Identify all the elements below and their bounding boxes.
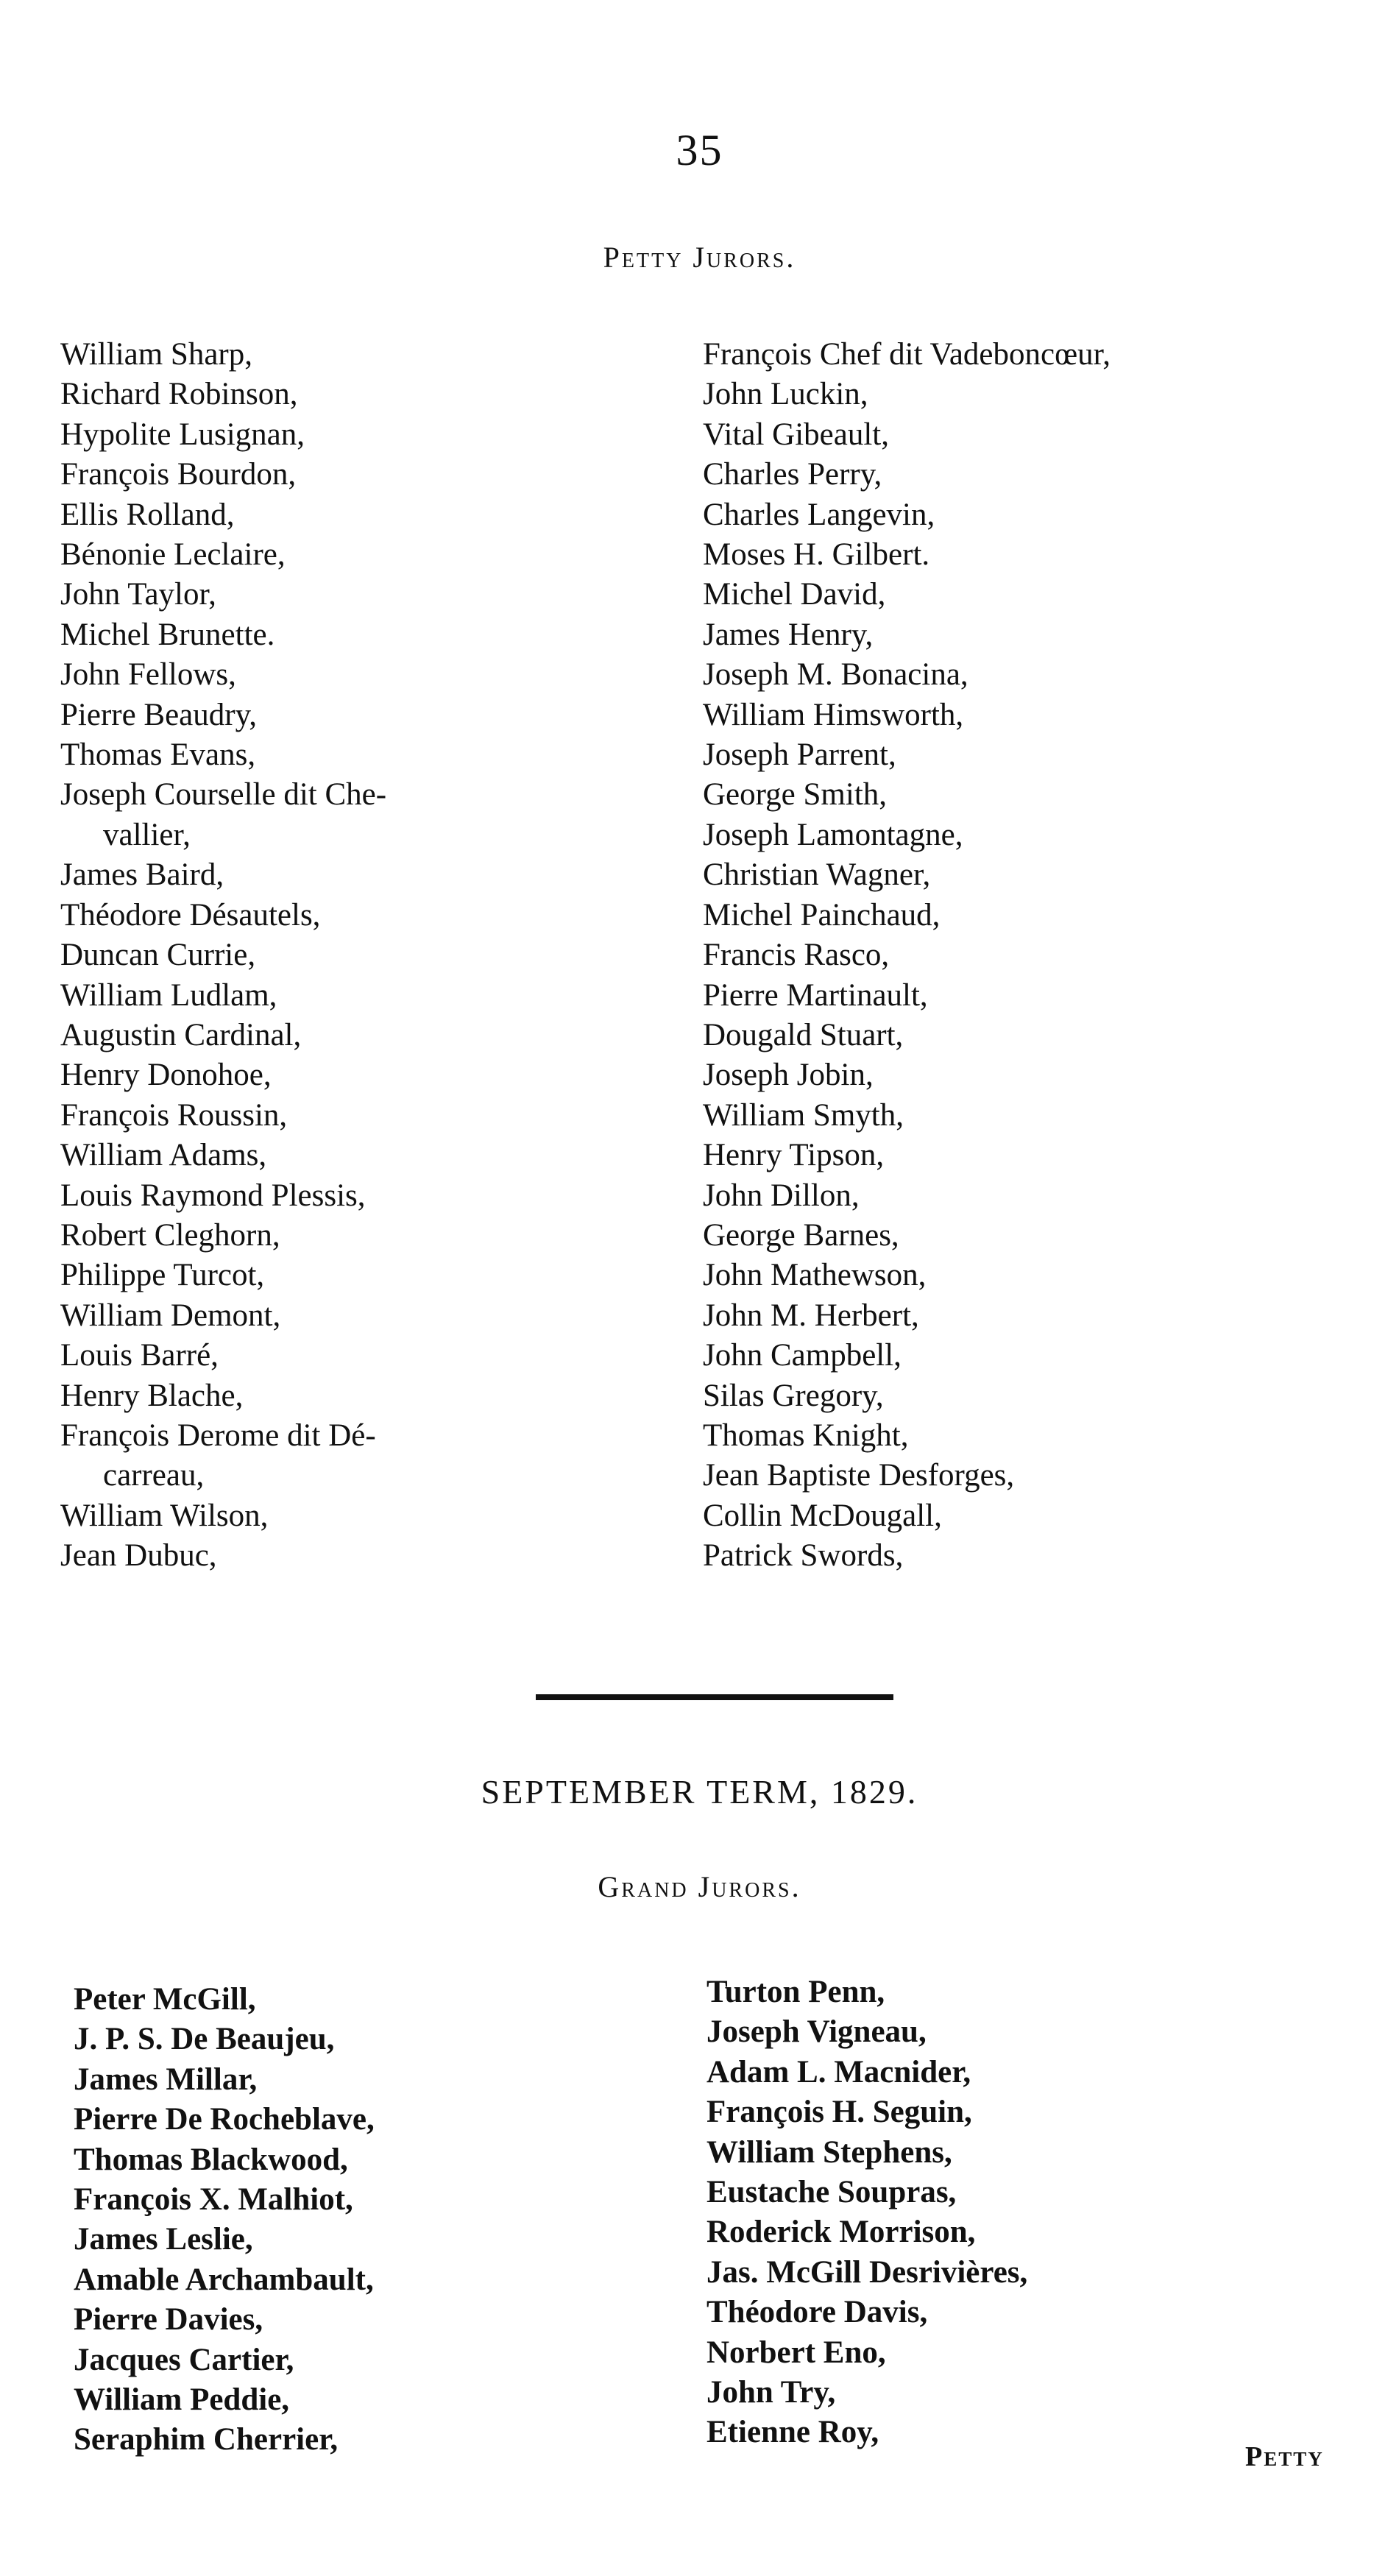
juror-name: Seraphim Cherrier, [74,2422,339,2458]
juror-name: William Sharp, [60,337,253,372]
juror-name: Hypolite Lusignan, [60,417,305,452]
juror-name: Patrick Swords, [703,1538,904,1574]
juror-name: Joseph Vigneau, [706,2014,927,2050]
juror-name: Etienne Roy, [706,2415,879,2450]
juror-name: William Smyth, [703,1097,904,1133]
juror-name: William Demont, [60,1298,281,1333]
juror-name: Augustin Cardinal, [60,1017,302,1052]
juror-name: James Baird, [60,857,224,893]
juror-name: Charles Langevin, [703,497,935,532]
juror-name: Turton Penn, [706,1975,885,2009]
juror-name: John Campbell, [703,1338,902,1373]
juror-name: Jas. McGill Desrivières, [706,2254,1028,2290]
grand-jurors-left-column [74,1980,375,2460]
juror-name: William Stephens, [706,2134,952,2170]
juror-name: William Adams, [60,1138,267,1173]
catchword: Petty [1245,2441,1324,2472]
juror-name: Pierre De Rocheblave, [74,2102,375,2137]
juror-name: Moses H. Gilbert. [703,537,930,573]
juror-name: François Bourdon, [60,457,297,492]
juror-name: Eustache Soupras, [706,2175,957,2210]
juror-name: François Chef dit Vadeboncœur, [703,337,1111,372]
juror-name: Thomas Evans, [60,737,256,773]
juror-name: François Roussin, [60,1097,288,1133]
juror-name: William Peddie, [74,2382,290,2418]
juror-name: Joseph Jobin, [703,1058,874,1093]
term-title: SEPTEMBER TERM, 1829. [481,1773,918,1811]
juror-name: Pierre Martinault, [703,977,928,1013]
juror-name: Louis Raymond Plessis, [60,1178,366,1213]
juror-name: Thomas Blackwood, [74,2142,348,2177]
petty-jurors-right-column [703,335,1111,1577]
juror-name: Michel Brunette. [60,617,275,652]
juror-name: Théodore Désautels, [60,897,321,933]
juror-name: Norbert Eno, [706,2335,886,2370]
juror-name: Duncan Currie, [60,938,256,973]
juror-name: John Dillon, [703,1178,860,1213]
juror-name: Théodore Davis, [706,2295,928,2330]
juror-name: James Henry, [703,617,874,652]
juror-name: Jean Dubuc, [60,1538,217,1574]
juror-name: Francis Rasco, [703,938,890,973]
juror-name: William Wilson, [60,1498,269,1533]
grand-jurors-heading: Grand Jurors. [598,1870,801,1903]
juror-name: Ellis Rolland, [60,497,235,532]
juror-name: Vital Gibeault, [703,417,889,452]
juror-name: Joseph Lamontagne, [703,817,963,852]
juror-name: Henry Tipson, [703,1138,885,1173]
juror-name: John Mathewson, [703,1258,927,1293]
juror-name: Michel Painchaud, [703,897,941,933]
juror-name: John Taylor, [60,577,216,612]
juror-name: Jean Baptiste Desforges, [703,1458,1015,1493]
juror-name: George Barnes, [703,1217,899,1253]
juror-name: Charles Perry, [703,457,882,492]
juror-name: William Himsworth, [703,697,964,732]
juror-name: Louis Barré, [60,1338,219,1373]
juror-name: J. P. S. De Beaujeu, [74,2022,335,2057]
juror-name: John Luckin, [703,377,868,412]
juror-name: Amable Archambault, [74,2262,374,2297]
juror-name: John M. Herbert, [703,1298,919,1333]
juror-name: Collin McDougall, [703,1498,942,1533]
juror-name: Henry Donohoe, [60,1058,272,1093]
juror-name: Christian Wagner, [703,857,931,893]
juror-name: Bénonie Leclaire, [60,537,286,573]
juror-name: Peter McGill, [74,1982,256,2017]
section-divider [536,1694,893,1700]
juror-name: François Derome dit Dé- [60,1418,376,1453]
juror-name: Philippe Turcot, [60,1258,265,1293]
juror-name: Robert Cleghorn, [60,1217,280,1253]
juror-name: Roderick Morrison, [706,2215,976,2250]
petty-jurors-heading: Petty Jurors. [603,241,796,274]
juror-name: Joseph Courselle dit Che- [60,777,387,813]
juror-name: George Smith, [703,777,888,813]
juror-name: Pierre Beaudry, [60,697,258,732]
juror-name: Jacques Cartier, [74,2342,294,2377]
juror-name: François X. Malhiot, [74,2182,353,2218]
juror-name: Dougald Stuart, [703,1017,904,1052]
juror-name: carreau, [103,1458,205,1493]
juror-name: John Try, [706,2375,836,2410]
juror-name: Richard Robinson, [60,377,298,412]
page-number: 35 [676,126,723,174]
juror-name: John Fellows, [60,657,236,693]
juror-name: Pierre Davies, [74,2302,263,2338]
grand-jurors-right-column [706,1972,1027,2453]
juror-name: William Ludlam, [60,977,277,1013]
juror-name: Joseph M. Bonacina, [703,657,968,693]
petty-jurors-left-column [60,335,386,1577]
juror-name: Henry Blache, [60,1378,244,1413]
juror-name: Michel David, [703,577,886,612]
juror-name: Silas Gregory, [703,1378,884,1413]
juror-name: Joseph Parrent, [703,737,896,773]
juror-name: James Millar, [74,2062,258,2097]
juror-name: Adam L. Macnider, [706,2054,971,2090]
juror-name: François H. Seguin, [706,2095,972,2130]
juror-name: Thomas Knight, [703,1418,909,1453]
juror-name: James Leslie, [74,2222,253,2257]
juror-name: vallier, [103,817,191,852]
